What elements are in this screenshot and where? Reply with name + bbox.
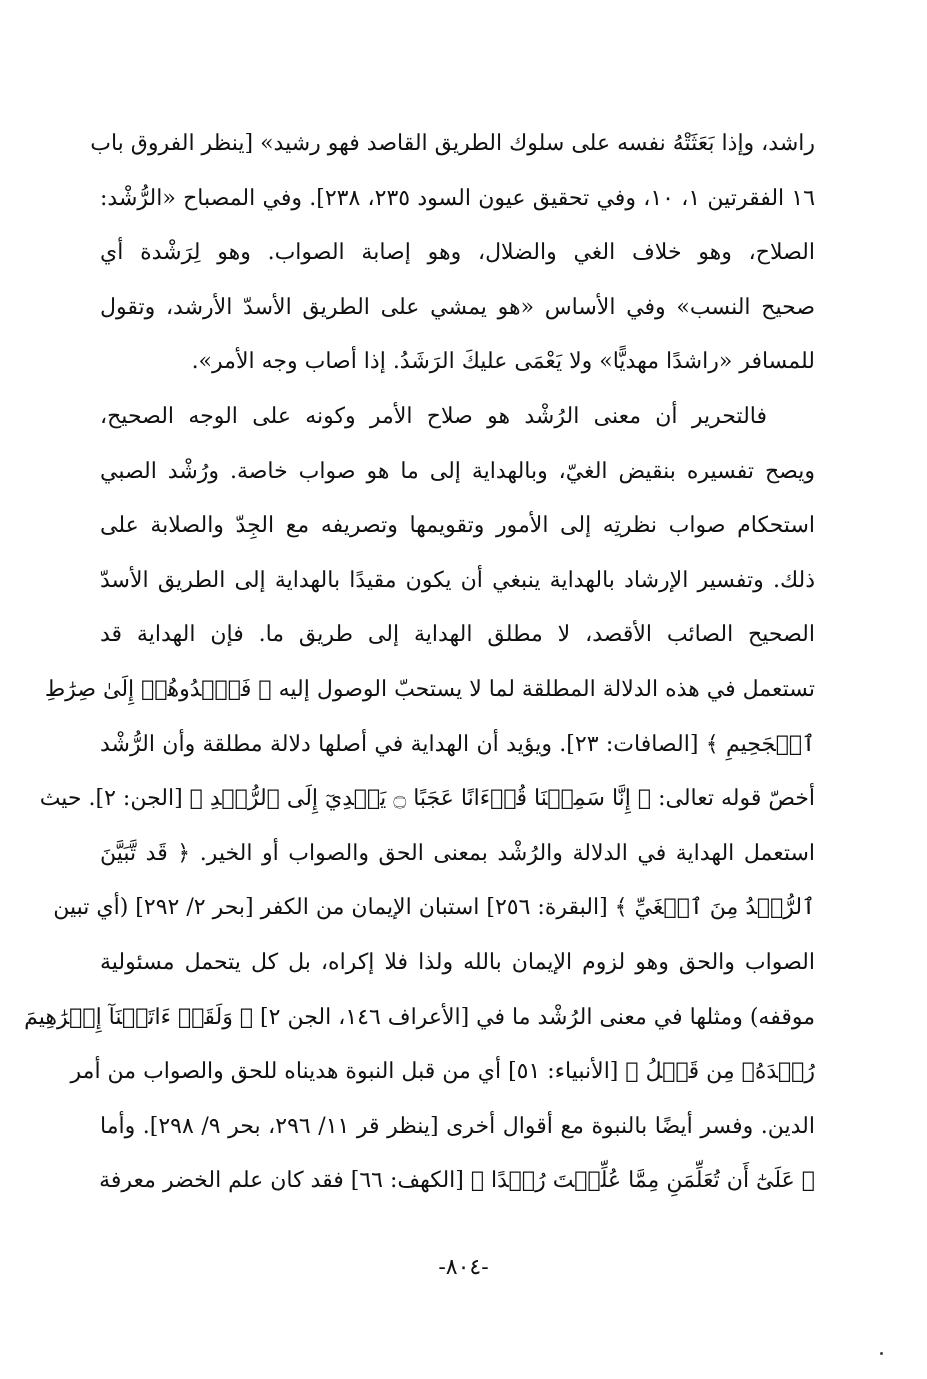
text-line: ١٦ الفقرتين ١، ١٠، وفي تحقيق عيون السود ٢٣٥، ٢٣٨]. وفي المصباح «الرُّشْد: <box>100 185 816 211</box>
text-line: موقفه) ومثلها في معنى الرُشْد ما في [الأعراف ١٤٦، الجن ٢] ﴿ وَلَقَدۡ ءَاتَيۡنَآ إِبۡرَٰهِيمَ <box>24 1004 815 1030</box>
text-line: أخصّ قوله تعالى: ﴿ إِنَّا سَمِعۡنَا قُرۡءَانًا عَجَبًا ۝ يَهۡدِيٓ إِلَى ٱلرُّشۡدِ ﴾ [الجن: ٢]. حيث <box>39 786 815 812</box>
text-line: تستعمل في هذه الدلالة المطلقة لما لا يستحبّ الوصول إليه ﴿ فَٱهۡدُوهُمۡ إِلَىٰ صِرَٰطِ <box>44 676 815 702</box>
text-line: الصحيح الصائب الأقصد، لا مطلق الهداية إلى طريق ما. فإن الهداية قد <box>100 622 815 648</box>
text-line: ذلك. وتفسير الإرشاد بالهداية ينبغي أن يكون مقيدًا بالهداية إلى الطريق الأسدّ <box>100 567 815 593</box>
text-line: الصواب والحق وهو لزوم الإيمان بالله ولذا فلا إكراه، بل كل يتحمل مسئولية <box>100 949 815 975</box>
text-line: رُشۡدَهُۥ مِن قَبۡلُ ﴾ [الأنبياء: ٥١] أي من قبل النبوة هديناه للحق والصواب من أمر <box>70 1059 815 1085</box>
text-line: ٱلرُّشۡدُ مِنَ ٱلۡغَيِّ ﴾ [البقرة: ٢٥٦] استبان الإيمان من الكفر [بحر ٢/ ٢٩٢] (أي تبين <box>53 895 815 921</box>
text-line: الصلاح، وهو خلاف الغي والضلال، وهو إصابة الصواب. وهو لِرَشْدة أي <box>100 240 815 266</box>
text-line: صحيح النسب» وفي الأساس «هو يمشي على الطريق الأسدّ الأرشد، وتقول <box>100 294 815 320</box>
text-line: استحكام صواب نظرتِه إلى الأمور وتقويمها وتصريفه مع الجِدّ والصلابة على <box>100 513 815 539</box>
body-text <box>24 117 816 1209</box>
page-number: -٨٠٤- <box>438 1255 489 1280</box>
text-line: ٱلۡجَحِيمِ ﴾ [الصافات: ٢٣]. ويؤيد أن الهداية في أصلها دلالة مطلقة وأن الرُّشْد <box>100 731 815 757</box>
paragraph-first-line: فالتحرير أن معنى الرُشْد هو صلاح الأمر وكونه على الوجه الصحيح، <box>100 403 767 429</box>
text-line: ﴿ عَلَىٰٓ أَن تُعَلِّمَنِ مِمَّا عُلِّمۡتَ رُشۡدًا ﴾ [الكهف: ٦٦] فقد كان علم الخضر معرفة <box>99 1168 815 1194</box>
scan-speck <box>880 1352 883 1355</box>
text-line: الدين. وفسر أيضًا بالنبوة مع أقوال أخرى [ينظر قر ١١/ ٢٩٦، بحر ٩/ ٢٩٨]. وأما <box>100 1113 816 1139</box>
text-line: للمسافر «راشدًا مهديًّا» ولا يَعْمَى عليكَ الرَشَدُ. إذا أصاب وجه الأمر». <box>191 349 815 375</box>
text-line: راشد، وإذا بَعَثَتْهُ نفسه على سلوك الطريق القاصد فهو رشيد» [ينظر الفروق باب <box>90 131 815 156</box>
text-line: ويصح تفسيره بنقيض الغيّ، وبالهداية إلى ما هو صواب خاصة. ورُشْد الصبي <box>100 458 815 484</box>
text-line: استعمل الهداية في الدلالة والرُشْد بمعنى الحق والصواب أو الخير. ﴿ قَد تَّبَيَّنَ <box>100 840 815 866</box>
